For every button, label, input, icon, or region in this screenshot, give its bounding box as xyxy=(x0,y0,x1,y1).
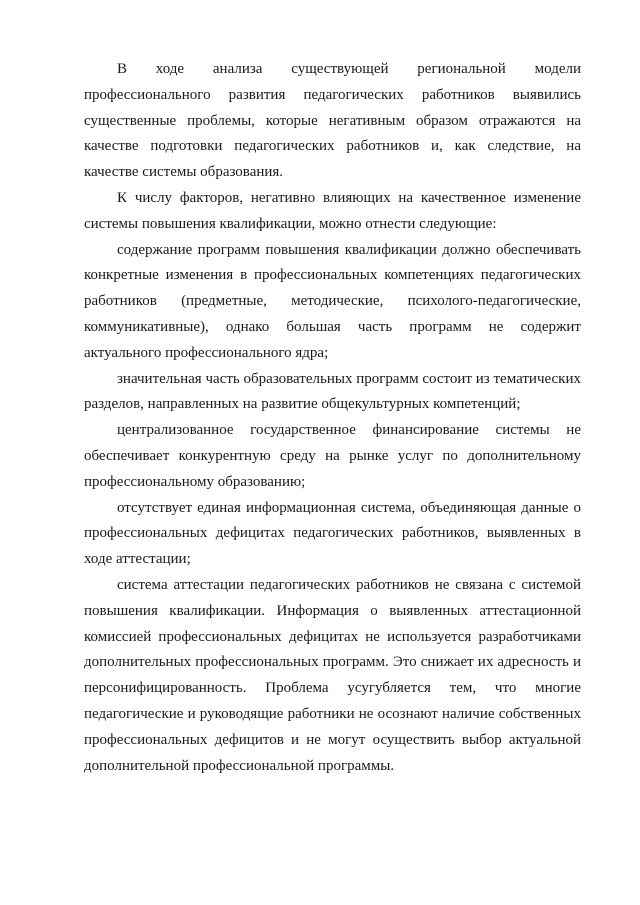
paragraph-factors-lead: К числу факторов, негативно влияющих на качественное изменение системы повышения квалификации, можно отнести следующие: xyxy=(84,189,581,232)
document-page xyxy=(84,57,581,779)
paragraph-factor-general-culture: значительная часть образовательных программ состоит из тематических разделов, направленных на развитие общекультурных компетенций; xyxy=(84,370,581,413)
paragraph-factor-attestation: система аттестации педагогических работников не связана с системой повышения квалификации. Информация о выявленных аттестационной комиссией профессиональных дефицитах не используется разработчиками дополнительных профессиональных программ. Это снижает их адресность и персонифицированность. Проблема усугубляется тем, что многие педагогические и руководящие работники не осознают наличие собственных профессиональных дефицитов и не могут осуществить выбор актуальной дополнительной профессиональной программы. xyxy=(84,576,581,774)
paragraph-intro: В ходе анализа существующей региональной модели профессионального развития педагогических работников выявились существенные проблемы, которые негативным образом отражаются на качестве подготовки педагогических работников и, как следствие, на качестве системы образования. xyxy=(84,61,581,181)
paragraph-factor-content: содержание программ повышения квалификации должно обеспечивать конкретные изменения в профессиональных компетенциях педагогических работников (предметные, методические, психолого-педагогические, коммуникативные), однако большая часть программ не содержит актуального профессионального ядра; xyxy=(84,241,581,361)
paragraph-factor-information-system: отсутствует единая информационная система, объединяющая данные о профессиональных дефицитах педагогических работников, выявленных в ходе аттестации; xyxy=(84,499,581,568)
paragraph-factor-financing: централизованное государственное финансирование системы не обеспечивает конкурентную среду на рынке услуг по дополнительному профессиональному образованию; xyxy=(84,422,581,490)
